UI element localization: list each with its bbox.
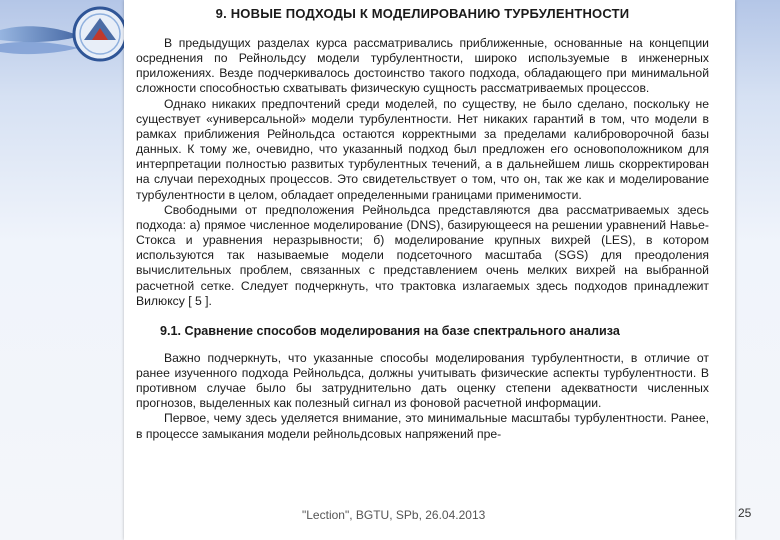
paragraph-intro: В предыдущих разделах курса рассматривались приближенные, основанные на концепции осреднения по Рейнольдсу модели турбулентности, широко используемые в инженерных приложениях. Везде подчеркивалось достоинство такого подхода, обладающего при минимальной сложности способностью схватывать физическую сущность рассматриваемых процессов.: [136, 36, 709, 96]
page-number: 25: [738, 506, 752, 520]
university-emblem-icon: [0, 0, 132, 72]
paragraph-minimal-scales: Первое, чему здесь уделяется внимание, это минимальные масштабы турбулентности. Ранее, в процессе замыкания модели рейнольдсовых напряжений пре-: [136, 411, 709, 441]
paragraph-dns-les: Свободными от предположения Рейнольдса представляются два рассматриваемых здесь подхода: а) прямое численное моделирование (DNS), базирующееся на решении уравнений Навье-Стокса и уравнения неразрывности; б) моделирование крупных вихрей (LES), в котором используются так называемые модели подсеточного масштаба (SGS) для преодоления вычислительных проблем, связанных с представлением очень мелких вихрей на выбранной расчетной сетке. Следует подчеркнуть, что трактовка излагаемых здесь подходов принадлежит Вилюксу [ 5 ].: [136, 202, 709, 308]
paragraph-physical-aspects: Важно подчеркнуть, что указанные способы моделирования турбулентности, в отличие от ранее изученного подхода Рейнольдса, должны учитывать физические аспекты турбулентности. В противном случае было бы затруднительно дать оценку степени адекватности численных прогнозов, выделенных как полезный сигнал из фоновой расчетной информации.: [136, 350, 709, 411]
document-heading: 9. НОВЫЕ ПОДХОДЫ К МОДЕЛИРОВАНИЮ ТУРБУЛЕНТНОСТИ: [215, 6, 630, 21]
section-subheading: 9.1. Сравнение способов моделирования на базе спектрального анализа: [160, 323, 620, 338]
paragraph-no-preference: Однако никаких предпочтений среди моделей, по существу, не было сделано, поскольку не существует «универсальной» модели турбулентности. Нет никаких гарантий в том, что модели в рамках приближения Рейнольдса остаются корректными за пределами калиброворочной базы данных. К тому же, очевидно, что указанный подход был предложен его основоположником для интерпретации полностью развитых турбулентных течений, а в дальнейшем лишь скорректирован на случаи переходных процессов. Это свидетельствует о том, что он, так же как и моделирование турбулентности в целом, обладает определенными границами применимости.: [136, 96, 709, 202]
footer-lection-label: "Lection", BGTU, SPb, 26.04.2013: [302, 508, 486, 522]
document-page: [124, 0, 735, 540]
